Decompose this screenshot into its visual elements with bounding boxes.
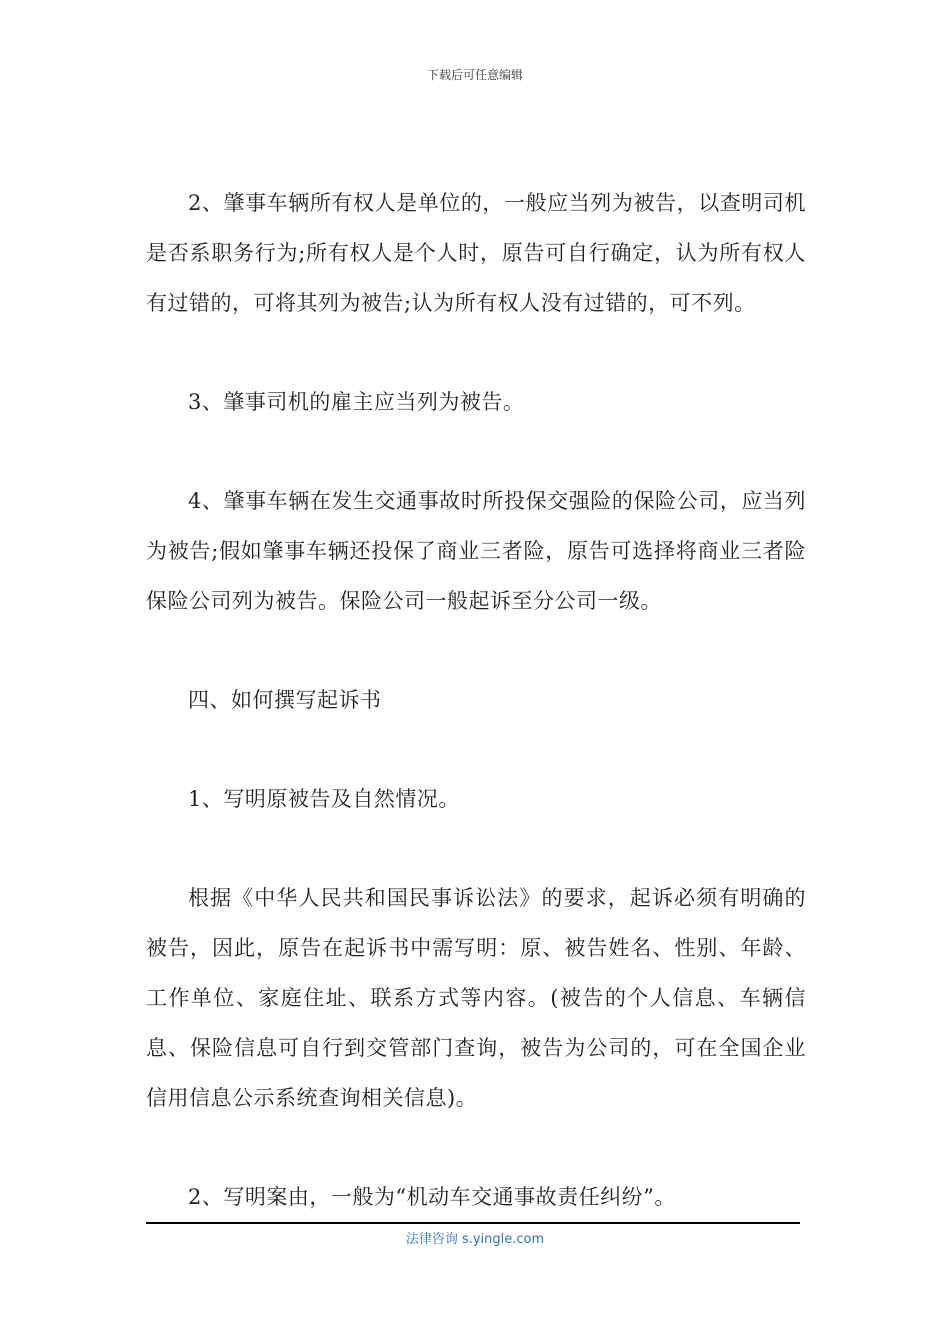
paragraph: 3、肇事司机的雇主应当列为被告。 [188, 390, 525, 414]
page-header-note: 下载后可任意编辑 [426, 68, 523, 82]
section-heading: 四、如何撰写起诉书 [188, 688, 382, 712]
paragraph: 2、写明案由，一般为“机动车交通事故责任纠纷”。 [188, 1185, 676, 1209]
document-body [146, 178, 806, 1271]
paragraph: 1、写明原被告及自然情况。 [188, 787, 460, 811]
paragraph: 根据《中华人民共和国民事诉讼法》的要求，起诉必须有明确的被告，因此，原告在起诉书中需写明：原、被告姓名、性别、年龄、工作单位、家庭住址、联系方式等内容。(被告的个人信息、车辆信息、保险信息可自行到交管部门查询，被告为公司的，可在全国企业信用信息公示系统查询相关信息)。 [146, 886, 806, 1110]
paragraph: 2、肇事车辆所有权人是单位的，一般应当列为被告，以查明司机是否系职务行为;所有权人是个人时，原告可自行确定，认为所有权人有过错的，可将其列为被告;认为所有权人没有过错的，可不列。 [146, 191, 806, 315]
footer-divider [146, 1222, 800, 1224]
paragraph: 4、肇事车辆在发生交通事故时所投保交强险的保险公司，应当列为被告;假如肇事车辆还投保了商业三者险，原告可选择将商业三者险保险公司列为被告。保险公司一般起诉至分公司一级。 [146, 489, 806, 613]
footer-legal-consult-link[interactable]: 法律咨询 s.yingle.com [405, 1232, 545, 1247]
